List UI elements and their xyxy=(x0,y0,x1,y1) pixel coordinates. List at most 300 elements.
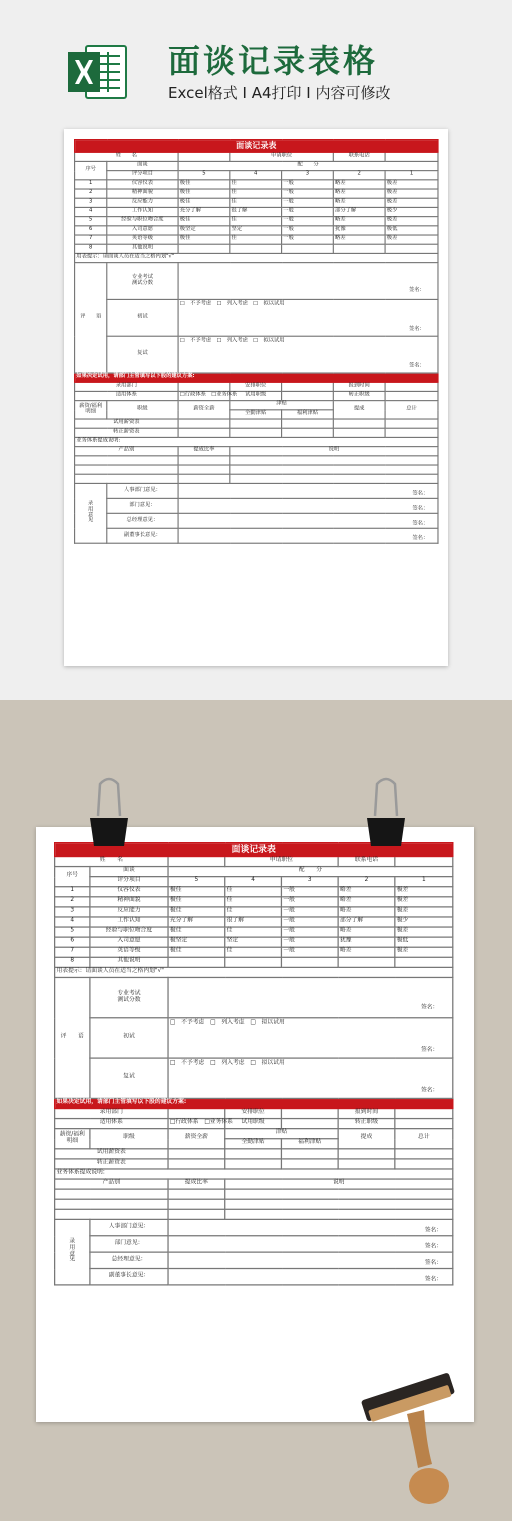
rating-option[interactable]: 略差 xyxy=(338,887,395,897)
regular-level-label: 转正职级 xyxy=(333,391,385,400)
row-number: 4 xyxy=(75,207,107,216)
score-label: 配 分 xyxy=(178,161,438,170)
phone-label: 联系电话 xyxy=(338,856,395,866)
regular-salary-cell[interactable] xyxy=(338,1159,395,1169)
rating-row xyxy=(55,937,453,947)
salary-detail-label: 薪资/福利 明细 xyxy=(75,401,107,419)
trial-salary-cell[interactable] xyxy=(178,419,230,428)
sign-label: 签名： xyxy=(424,1277,443,1284)
exam-label: 专业考试 测试分数 xyxy=(90,977,168,1017)
system-label: 适用体系 xyxy=(55,1119,168,1129)
arrange-label: 安排职位 xyxy=(225,1108,282,1118)
second-interview-field[interactable] xyxy=(168,1058,453,1098)
dept-field[interactable] xyxy=(168,1108,225,1118)
name-label: 姓 名 xyxy=(55,856,168,866)
rating-row xyxy=(55,897,453,907)
trial-level-field[interactable] xyxy=(281,1119,338,1129)
rating-option[interactable]: 略差 xyxy=(338,947,395,957)
interview-label: 面谈 xyxy=(90,867,168,877)
sign-label: 签名： xyxy=(420,1046,439,1054)
row-number: 7 xyxy=(75,235,107,244)
rating-option[interactable]: 一般 xyxy=(281,897,338,907)
position-label: 申请职位 xyxy=(230,152,333,161)
rating-option[interactable]: 坚定 xyxy=(225,937,282,947)
desc-cell[interactable] xyxy=(230,474,438,483)
dept-field[interactable] xyxy=(178,382,230,391)
ratio-cell[interactable] xyxy=(178,465,230,474)
rating-option[interactable]: 犹豫 xyxy=(333,226,385,235)
first-interview-field[interactable] xyxy=(178,299,438,336)
row-number: 5 xyxy=(55,927,90,937)
report-field[interactable] xyxy=(385,382,438,391)
rating-option[interactable]: 略差 xyxy=(338,927,395,937)
interview-label: 面谈 xyxy=(107,161,178,170)
opinion-field[interactable] xyxy=(168,1219,453,1235)
opinion-field[interactable] xyxy=(178,528,438,543)
rating-option[interactable] xyxy=(338,957,395,967)
desc-cell[interactable] xyxy=(230,456,438,465)
page-title: 面谈记录表格 xyxy=(168,42,379,80)
rating-option[interactable]: 极佳 xyxy=(168,897,225,907)
rating-option[interactable]: 略差 xyxy=(333,235,385,244)
row-item: 其他说明 xyxy=(107,244,178,253)
row-number: 8 xyxy=(55,957,90,967)
regular-level-field[interactable] xyxy=(385,391,438,400)
ratio-cell[interactable] xyxy=(178,474,230,483)
opinion-field[interactable] xyxy=(168,1269,453,1285)
trial-salary-cell[interactable] xyxy=(385,419,438,428)
rating-option[interactable]: 一般 xyxy=(281,937,338,947)
rating-option[interactable]: 极差 xyxy=(395,897,453,907)
first-interview-field[interactable] xyxy=(168,1018,453,1058)
opinion-label: 人事部门意见： xyxy=(90,1219,168,1235)
desc-cell[interactable] xyxy=(230,465,438,474)
arrange-field[interactable] xyxy=(282,382,334,391)
rating-option[interactable]: 一般 xyxy=(282,180,334,189)
rating-option[interactable]: 充分了解 xyxy=(178,207,230,216)
first-interview-label: 初试 xyxy=(90,1018,168,1058)
first-options[interactable]: □ 不予考虑 □ 列入考虑 □ 拟以试用 xyxy=(179,301,285,307)
system-label: 适用体系 xyxy=(75,391,179,400)
form-sheet-preview xyxy=(64,129,448,666)
report-label: 报到时间 xyxy=(333,382,385,391)
eval-label: 评 语 xyxy=(55,977,90,1098)
allowance-label: 津贴 xyxy=(225,1129,338,1139)
eval-label: 评 语 xyxy=(75,263,107,373)
row-item: 反应能力 xyxy=(90,907,168,917)
ratio-cell[interactable] xyxy=(168,1209,225,1219)
first-interview-label: 初试 xyxy=(107,299,178,336)
regular-salary-cell[interactable] xyxy=(282,428,334,437)
rating-option[interactable] xyxy=(178,244,230,253)
grade-label: 职级 xyxy=(107,401,178,419)
name-label: 姓 名 xyxy=(75,152,179,161)
opinion-field[interactable] xyxy=(168,1252,453,1268)
opinion-label: 部门意见： xyxy=(107,498,178,513)
regular-salary-label: 转正薪资表 xyxy=(75,428,179,437)
rating-option[interactable]: 略差 xyxy=(333,217,385,226)
row-number: 7 xyxy=(55,947,90,957)
form-title: 面谈记录表 xyxy=(75,140,438,153)
rating-option[interactable]: 部分了解 xyxy=(338,917,395,927)
rating-option[interactable]: 佳 xyxy=(230,180,282,189)
rating-option[interactable]: 略差 xyxy=(333,198,385,207)
rating-option[interactable]: 极坚定 xyxy=(168,937,225,947)
dept-label: 录用部门 xyxy=(75,382,179,391)
product-label: 产品别 xyxy=(55,1179,168,1189)
phone-label: 联系电话 xyxy=(333,152,385,161)
product-cell[interactable] xyxy=(55,1199,168,1209)
trial-note: 如果决定试用，请部门主管填写以下股的建议方案: xyxy=(55,1098,453,1108)
name-field[interactable] xyxy=(168,856,225,866)
rating-option[interactable]: 略差 xyxy=(333,189,385,198)
row-item: 精神面貌 xyxy=(107,189,178,198)
score-item-label: 评分项目 xyxy=(90,877,168,887)
rating-option[interactable]: 极佳 xyxy=(178,235,230,244)
sign-label: 签名： xyxy=(420,1087,439,1094)
rating-option[interactable] xyxy=(333,244,385,253)
sign-label: 签名： xyxy=(412,536,429,542)
rating-option[interactable]: 佳 xyxy=(225,907,282,917)
row-number: 1 xyxy=(55,887,90,897)
full-attendance-label: 全勤津贴 xyxy=(230,410,282,419)
rating-option[interactable]: 一般 xyxy=(282,207,334,216)
rating-option[interactable]: 充分了解 xyxy=(168,917,225,927)
rating-option[interactable]: 部分了解 xyxy=(333,207,385,216)
score-3: 3 xyxy=(281,877,338,887)
rating-option[interactable]: 略差 xyxy=(333,180,385,189)
seq-label: 序号 xyxy=(75,161,107,179)
dept-label: 录用部门 xyxy=(55,1108,168,1118)
rating-option[interactable] xyxy=(282,244,334,253)
rating-option[interactable]: 极低 xyxy=(395,937,453,947)
exam-field[interactable] xyxy=(178,263,438,300)
row-item: 英语等级 xyxy=(107,235,178,244)
rating-row xyxy=(75,235,438,244)
form-table xyxy=(74,139,437,544)
second-interview-field[interactable] xyxy=(178,336,438,373)
desc-label: 说明 xyxy=(230,447,438,456)
rating-option[interactable]: 略差 xyxy=(338,907,395,917)
rating-option[interactable] xyxy=(385,244,438,253)
regular-salary-cell[interactable] xyxy=(395,1159,453,1169)
row-item: 其他说明 xyxy=(90,957,168,967)
trial-level-label: 试用职级 xyxy=(225,1119,282,1129)
second-interview-label: 复试 xyxy=(107,336,178,373)
rating-option[interactable]: 佳 xyxy=(230,217,282,226)
rating-option[interactable]: 极佳 xyxy=(178,217,230,226)
rating-row xyxy=(55,927,453,937)
second-options[interactable]: □ 不予考虑 □ 列入考虑 □ 拟以试用 xyxy=(169,1059,285,1067)
rating-option[interactable]: 极差 xyxy=(385,180,438,189)
rating-option[interactable]: 极少 xyxy=(395,917,453,927)
opinion-field[interactable] xyxy=(168,1236,453,1252)
row-item: 英语等级 xyxy=(90,947,168,957)
score-5: 5 xyxy=(178,171,230,180)
rating-option[interactable]: 极佳 xyxy=(168,947,225,957)
rating-option[interactable]: 极差 xyxy=(385,217,438,226)
phone-field[interactable] xyxy=(385,152,438,161)
rating-option[interactable] xyxy=(168,957,225,967)
score-4: 4 xyxy=(225,877,282,887)
salary-total-label: 薪资全薪 xyxy=(168,1129,225,1149)
row-number: 3 xyxy=(55,907,90,917)
grade-label: 职级 xyxy=(90,1129,168,1149)
sign-label: 签名： xyxy=(424,1228,443,1235)
row-number: 3 xyxy=(75,198,107,207)
row-item: 入司意愿 xyxy=(107,226,178,235)
product-cell[interactable] xyxy=(75,465,179,474)
rating-option[interactable]: 一般 xyxy=(281,907,338,917)
sign-label: 签名： xyxy=(420,1004,439,1011)
rating-option[interactable]: 佳 xyxy=(225,947,282,957)
trial-salary-cell[interactable] xyxy=(338,1149,395,1159)
ratio-cell[interactable] xyxy=(178,456,230,465)
rating-option[interactable]: 极佳 xyxy=(178,189,230,198)
rating-option[interactable]: 极差 xyxy=(385,198,438,207)
rating-option[interactable]: 一般 xyxy=(282,217,334,226)
row-number: 6 xyxy=(55,937,90,947)
rating-row xyxy=(75,207,438,216)
row-number: 2 xyxy=(55,897,90,907)
trial-salary-cell[interactable] xyxy=(333,419,385,428)
rating-option[interactable]: 极佳 xyxy=(178,180,230,189)
second-options[interactable]: □ 不予考虑 □ 列入考虑 □ 拟以试用 xyxy=(179,337,285,344)
opinion-field[interactable] xyxy=(178,498,438,513)
trial-salary-cell[interactable] xyxy=(168,1149,225,1159)
system-options[interactable]: □行政体系 □业务体系 xyxy=(178,391,230,400)
rating-option[interactable]: 一般 xyxy=(281,887,338,897)
rating-row xyxy=(55,947,453,957)
sign-label: 签名： xyxy=(408,325,425,332)
salary-detail-label: 薪资/福利 明细 xyxy=(55,1129,90,1149)
product-cell[interactable] xyxy=(75,456,179,465)
rating-option[interactable]: 佳 xyxy=(230,189,282,198)
rating-option[interactable]: 佳 xyxy=(230,198,282,207)
hint-text: 用表提示：请面谈人员在适当之格内划"√" xyxy=(75,253,438,262)
total-label: 总计 xyxy=(395,1129,453,1149)
rating-option[interactable]: 略差 xyxy=(338,897,395,907)
regular-salary-cell[interactable] xyxy=(230,428,282,437)
rating-option[interactable]: 极佳 xyxy=(168,887,225,897)
rating-option[interactable]: 极佳 xyxy=(168,927,225,937)
score-2: 2 xyxy=(338,877,395,887)
rating-option[interactable]: 极差 xyxy=(395,907,453,917)
report-label: 报到时间 xyxy=(338,1108,395,1118)
rating-row xyxy=(75,198,438,207)
form-title: 面谈记录表 xyxy=(55,843,453,857)
opinion-label: 总经理意见： xyxy=(107,513,178,528)
second-interview-label: 复试 xyxy=(90,1058,168,1098)
score-4: 4 xyxy=(230,171,282,180)
sign-label: 签名： xyxy=(412,491,429,498)
total-label: 总计 xyxy=(385,401,438,419)
desc-label: 说明 xyxy=(225,1179,453,1189)
commission-label: 提成 xyxy=(333,401,385,419)
full-attendance-label: 全勤津贴 xyxy=(225,1139,282,1149)
sign-label: 签名： xyxy=(412,506,429,513)
rating-option[interactable]: 佳 xyxy=(225,927,282,937)
row-item: 入司意愿 xyxy=(90,937,168,947)
desc-cell[interactable] xyxy=(225,1189,453,1199)
rating-option[interactable] xyxy=(225,957,282,967)
rating-row xyxy=(55,917,453,927)
rating-row xyxy=(75,180,438,189)
rating-option[interactable]: 极差 xyxy=(395,947,453,957)
row-item: 仪容仪表 xyxy=(90,887,168,897)
sign-label: 签名： xyxy=(408,287,425,294)
allowance-label: 津贴 xyxy=(230,401,333,410)
regular-salary-cell[interactable] xyxy=(385,428,438,437)
regular-salary-cell[interactable] xyxy=(178,428,230,437)
hint-text: 用表提示：请面谈人员在适当之格内划"√" xyxy=(55,967,453,977)
rating-option[interactable]: 一般 xyxy=(282,235,334,244)
opinion-label: 副董事长意见： xyxy=(90,1269,168,1285)
sign-label: 签名： xyxy=(408,362,425,369)
form-table xyxy=(54,842,452,1286)
rating-option[interactable]: 一般 xyxy=(281,947,338,957)
rating-option[interactable]: 一般 xyxy=(282,189,334,198)
rating-option[interactable]: 极差 xyxy=(385,189,438,198)
sign-label: 签名： xyxy=(424,1244,443,1251)
welfare-label: 福利津贴 xyxy=(282,410,334,419)
rating-option[interactable]: 一般 xyxy=(281,927,338,937)
rating-row xyxy=(75,244,438,253)
arrange-field[interactable] xyxy=(281,1108,338,1118)
regular-salary-cell[interactable] xyxy=(225,1159,282,1169)
trial-salary-cell[interactable] xyxy=(395,1149,453,1159)
name-field[interactable] xyxy=(178,152,230,161)
regular-level-field[interactable] xyxy=(395,1119,453,1129)
row-item: 工作认知 xyxy=(90,917,168,927)
rating-option[interactable]: 佳 xyxy=(225,897,282,907)
system-options[interactable]: □行政体系 □业务体系 xyxy=(168,1119,225,1129)
row-number: 6 xyxy=(75,226,107,235)
rating-option[interactable]: 极差 xyxy=(395,887,453,897)
rating-row xyxy=(75,217,438,226)
trial-salary-label: 试用薪资表 xyxy=(75,419,179,428)
rating-option[interactable]: 很了解 xyxy=(225,917,282,927)
binder-clip-icon xyxy=(363,776,409,848)
welfare-label: 福利津贴 xyxy=(281,1139,338,1149)
product-cell[interactable] xyxy=(55,1209,168,1219)
row-item: 工作认知 xyxy=(107,207,178,216)
row-number: 4 xyxy=(55,917,90,927)
phone-field[interactable] xyxy=(395,856,453,866)
rating-row xyxy=(55,957,453,967)
first-options[interactable]: □ 不予考虑 □ 列入考虑 □ 拟以试用 xyxy=(169,1019,285,1026)
rating-option[interactable]: 很了解 xyxy=(230,207,282,216)
trial-level-label: 试用职级 xyxy=(230,391,282,400)
regular-level-label: 转正职级 xyxy=(338,1119,395,1129)
trial-salary-label: 试用薪资表 xyxy=(55,1149,168,1159)
interview-record-table xyxy=(54,842,453,1286)
opinion-field[interactable] xyxy=(178,513,438,528)
regular-salary-cell[interactable] xyxy=(281,1159,338,1169)
report-field[interactable] xyxy=(395,1108,453,1118)
page-subtitle: Excel格式 I A4打印 I 内容可修改 xyxy=(168,84,391,102)
biz-note: 业务体系提成说明: xyxy=(55,1169,453,1179)
desc-cell[interactable] xyxy=(225,1199,453,1209)
regular-salary-cell[interactable] xyxy=(168,1159,225,1169)
opinion-label: 副董事长意见： xyxy=(107,528,178,543)
row-item: 经验与职位吻合度 xyxy=(90,927,168,937)
rating-option[interactable] xyxy=(230,244,282,253)
commission-label: 提成 xyxy=(338,1129,395,1149)
rating-option[interactable]: 佳 xyxy=(230,235,282,244)
form-sheet-photo xyxy=(36,827,474,1422)
rating-option[interactable]: 极差 xyxy=(385,235,438,244)
rating-option[interactable]: 坚定 xyxy=(230,226,282,235)
rating-option[interactable]: 一般 xyxy=(282,198,334,207)
score-1: 1 xyxy=(385,171,438,180)
trial-salary-cell[interactable] xyxy=(230,419,282,428)
rating-option[interactable]: 佳 xyxy=(225,887,282,897)
product-cell[interactable] xyxy=(75,474,179,483)
score-2: 2 xyxy=(333,171,385,180)
rating-option[interactable]: 一般 xyxy=(282,226,334,235)
arrange-label: 安排职位 xyxy=(230,382,282,391)
regular-salary-cell[interactable] xyxy=(333,428,385,437)
top-banner xyxy=(0,0,512,700)
rating-row xyxy=(55,887,453,897)
row-item: 经验与职位吻合度 xyxy=(107,217,178,226)
rating-option[interactable]: 极差 xyxy=(395,927,453,937)
hire-label: 录 用 意 见 xyxy=(55,1219,90,1285)
ratio-cell[interactable] xyxy=(168,1189,225,1199)
row-item: 精神面貌 xyxy=(90,897,168,907)
interview-record-table xyxy=(74,139,439,544)
salary-total-label: 薪资全薪 xyxy=(178,401,230,419)
rating-option[interactable] xyxy=(395,957,453,967)
ratio-label: 提成比率 xyxy=(168,1179,225,1189)
row-item: 仪容仪表 xyxy=(107,180,178,189)
trial-salary-cell[interactable] xyxy=(282,419,334,428)
opinion-field[interactable] xyxy=(178,483,438,498)
product-cell[interactable] xyxy=(55,1189,168,1199)
exam-field[interactable] xyxy=(168,977,453,1017)
opinion-label: 总经理意见： xyxy=(90,1252,168,1268)
score-item-label: 评分项目 xyxy=(107,171,178,180)
trial-salary-cell[interactable] xyxy=(225,1149,282,1159)
rating-option[interactable]: 极佳 xyxy=(178,198,230,207)
ratio-label: 提成比率 xyxy=(178,447,230,456)
row-number: 5 xyxy=(75,217,107,226)
rating-option[interactable]: 极低 xyxy=(385,226,438,235)
rating-option[interactable]: 犹豫 xyxy=(338,937,395,947)
rating-option[interactable]: 极坚定 xyxy=(178,226,230,235)
desc-cell[interactable] xyxy=(225,1209,453,1219)
score-label: 配 分 xyxy=(168,867,453,877)
rating-option[interactable]: 极佳 xyxy=(168,907,225,917)
row-number: 2 xyxy=(75,189,107,198)
excel-icon xyxy=(64,40,132,104)
score-1: 1 xyxy=(395,877,453,887)
trial-level-field[interactable] xyxy=(282,391,334,400)
seq-label: 序号 xyxy=(55,867,90,887)
row-item: 反应能力 xyxy=(107,198,178,207)
score-3: 3 xyxy=(282,171,334,180)
row-number: 8 xyxy=(75,244,107,253)
ratio-cell[interactable] xyxy=(168,1199,225,1209)
rating-option[interactable] xyxy=(281,957,338,967)
trial-salary-cell[interactable] xyxy=(281,1149,338,1159)
rating-option[interactable]: 一般 xyxy=(281,917,338,927)
position-label: 申请职位 xyxy=(225,856,338,866)
rating-row xyxy=(75,226,438,235)
wooden-stamp-icon xyxy=(352,1376,472,1516)
rating-option[interactable]: 极少 xyxy=(385,207,438,216)
